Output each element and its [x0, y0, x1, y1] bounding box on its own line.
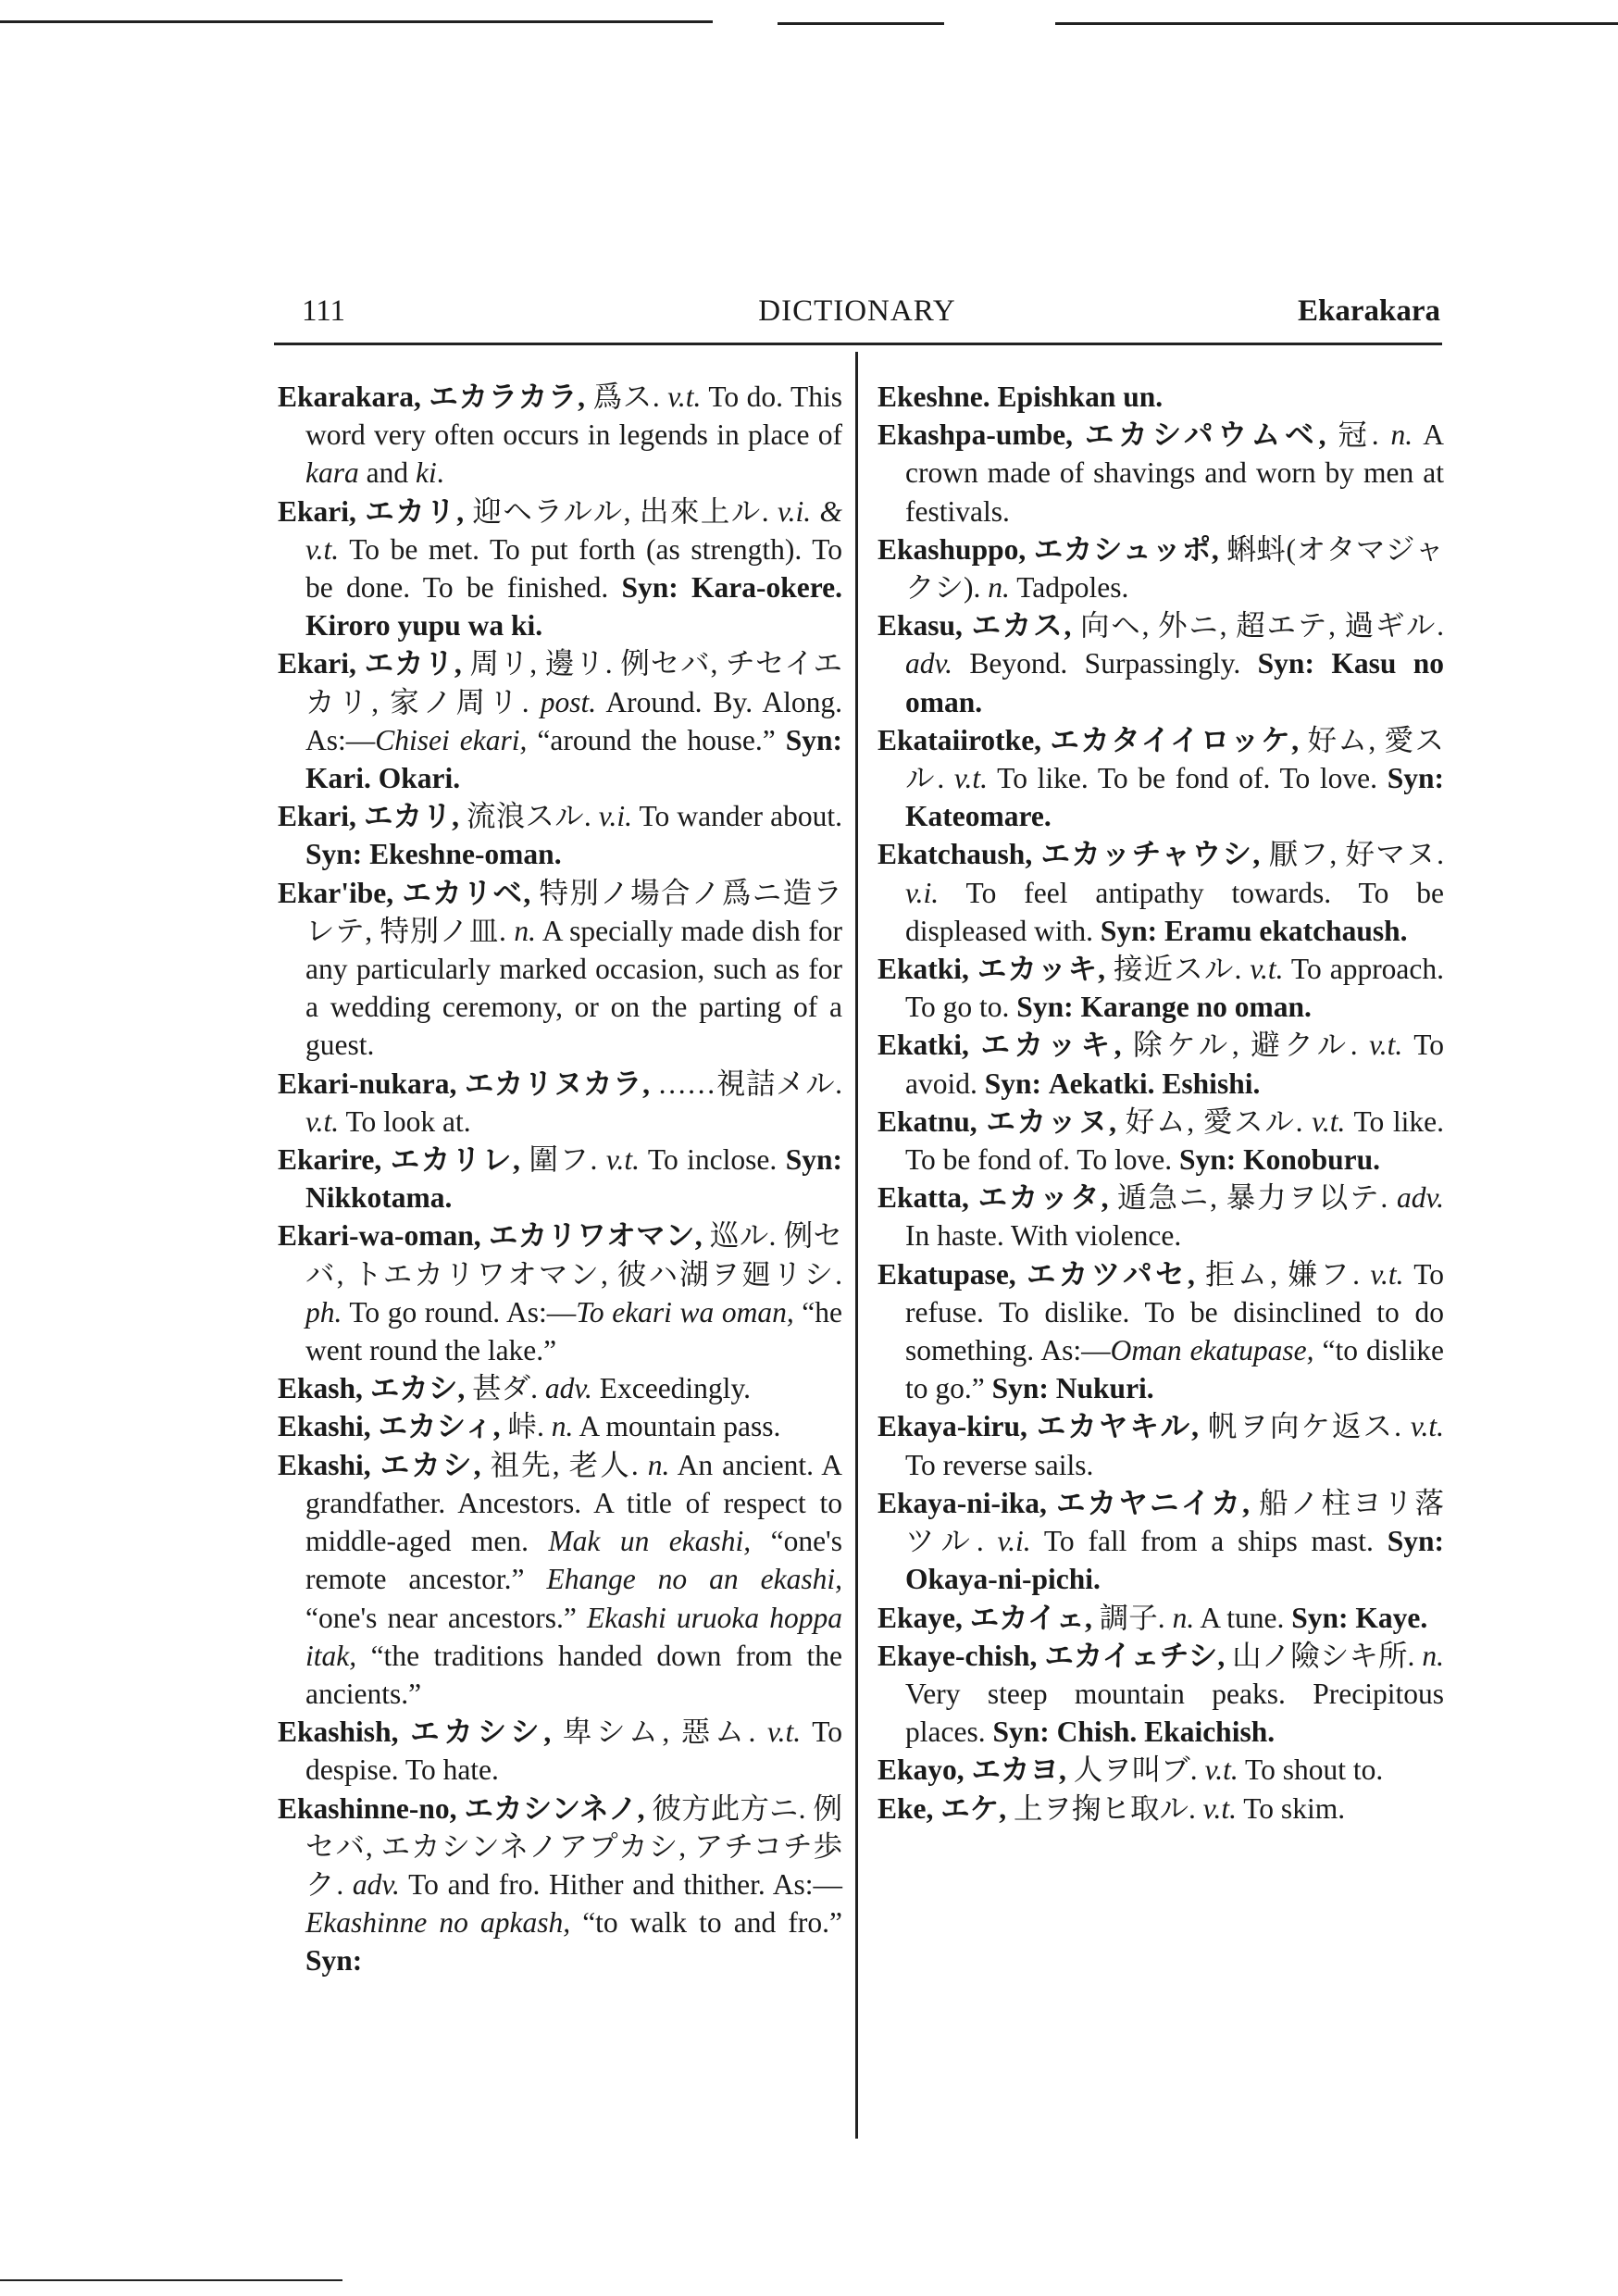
katakana-reading: エカツパセ,	[1026, 1257, 1195, 1291]
japanese-gloss: 厭フ, 好マヌ.	[1268, 838, 1445, 871]
katakana-reading: エカヤニイカ,	[1056, 1486, 1251, 1519]
headword: Ekaye,	[877, 1601, 963, 1634]
synonym-list: Chish. Ekaichish.	[1056, 1716, 1276, 1749]
example-translation: “the traditions handed down from the ancients.”	[305, 1639, 842, 1710]
synonym-list: Ekeshne-oman.	[369, 838, 562, 871]
headword: Ekayo,	[877, 1753, 965, 1787]
definition: To reverse sails.	[905, 1448, 1094, 1481]
katakana-reading: エカッチャウシ,	[1040, 838, 1261, 871]
definition: To skim.	[1243, 1791, 1346, 1825]
japanese-gloss: 祖先, 老人.	[490, 1448, 639, 1481]
definition: A mountain pass.	[579, 1410, 781, 1443]
column-divider	[855, 352, 858, 2139]
headword: Ekashi,	[278, 1448, 371, 1481]
headword: Ekashuppo,	[877, 532, 1027, 566]
japanese-gloss: 巡ル. 例セバ, トエカリワオマン, 彼ハ湖ヲ廻リシ.	[305, 1219, 842, 1291]
definition: Around. By. Along. As:—	[305, 685, 843, 756]
synonym-label: Syn:	[992, 1716, 1050, 1749]
dictionary-entry	[877, 1179, 1444, 1254]
part-of-speech: n.	[551, 1410, 574, 1443]
headword: Ekashi,	[278, 1410, 371, 1443]
part-of-speech: adv.	[544, 1372, 592, 1405]
dictionary-entry	[877, 1637, 1444, 1752]
dictionary-entry	[877, 530, 1444, 606]
synonym-list: Kateomare.	[905, 800, 1052, 833]
scan-edge-line	[0, 20, 713, 23]
definition: To be met. To put forth (as strength). To be done. To be finished.	[305, 532, 843, 605]
synonym-label: Syn:	[1387, 1525, 1444, 1558]
scan-edge-line	[1055, 22, 1618, 25]
part-of-speech: n.	[647, 1448, 670, 1481]
japanese-gloss: 好ム, 愛スル.	[905, 723, 1445, 795]
dictionary-entry	[278, 1407, 842, 1445]
katakana-reading: エカリ,	[364, 647, 462, 680]
headword: Ekeshne. Epishkan un.	[877, 381, 1164, 413]
dictionary-entry	[877, 950, 1444, 1026]
dictionary-entry	[877, 1255, 1444, 1408]
part-of-speech: v.i.	[997, 1525, 1031, 1558]
japanese-gloss: 除ケル, 避クル.	[1133, 1029, 1358, 1062]
synonym-label: Syn:	[1257, 647, 1314, 680]
dictionary-entry	[877, 378, 1444, 416]
dictionary-entry	[877, 721, 1444, 836]
definition: Beyond. Surpassingly.	[969, 647, 1241, 680]
katakana-reading: エカリ,	[365, 494, 465, 528]
definition: To fall from a ships mast.	[1043, 1525, 1374, 1558]
headword: Ekashish,	[278, 1716, 399, 1749]
japanese-gloss: 圍フ.	[529, 1143, 598, 1177]
headword: Ekari-nukara,	[278, 1067, 457, 1100]
synonym-list: Nukuri.	[1055, 1372, 1154, 1405]
part-of-speech: v.t.	[1204, 1753, 1238, 1787]
katakana-reading: エカシシ,	[410, 1716, 552, 1749]
headword: Ekarakara,	[278, 381, 421, 413]
katakana-reading: エカリワオマン,	[488, 1219, 703, 1253]
synonym-label: Syn:	[621, 571, 678, 605]
part-of-speech: v.t.	[1312, 1104, 1346, 1138]
headword: Ekar'ibe,	[278, 876, 394, 909]
synonym-list: Kaye.	[1355, 1601, 1428, 1634]
headword: Ekaya-ni-ika,	[877, 1486, 1047, 1519]
example-ainu: Ehange no an ekashi,	[546, 1563, 842, 1596]
scan-edge-line	[778, 22, 944, 25]
part-of-speech: n.	[514, 914, 536, 947]
definition: To go round. As:—	[349, 1295, 577, 1329]
japanese-gloss: 人ヲ叫ブ.	[1073, 1753, 1198, 1787]
headword: Ekarire,	[278, 1143, 382, 1177]
dictionary-entry	[278, 1446, 842, 1713]
part-of-speech: adv.	[1396, 1181, 1444, 1215]
japanese-gloss: 甚ダ.	[472, 1372, 538, 1405]
example-ainu: Ekashinne no apkash,	[305, 1906, 571, 1940]
italic-term: ki	[415, 456, 437, 490]
dictionary-entry	[278, 644, 842, 797]
japanese-gloss: 向ヘ, 外ニ, 超エテ, 過ギル.	[1080, 609, 1445, 643]
katakana-reading: エカイェチシ,	[1044, 1639, 1226, 1672]
katakana-reading: エカッキ,	[977, 953, 1105, 986]
dictionary-entry	[278, 1369, 842, 1407]
dictionary-entry	[278, 1790, 842, 1980]
header-rule	[274, 343, 1442, 345]
left-column	[278, 378, 842, 1980]
dictionary-entry	[877, 606, 1444, 721]
example-ainu: Mak un ekashi,	[548, 1525, 752, 1558]
synonym-list: Konoburu.	[1243, 1143, 1381, 1177]
part-of-speech: v.t.	[605, 1143, 641, 1177]
definition: To refuse. To dislike. To be disinclined to do something. As:—	[905, 1257, 1445, 1367]
katakana-reading: エカリベ,	[402, 876, 531, 909]
synonym-list: Karange no oman.	[1080, 991, 1312, 1024]
part-of-speech: adv.	[905, 647, 953, 680]
example-translation: “one's remote ancestor.”	[305, 1525, 842, 1596]
japanese-gloss: 周リ, 邊リ. 例セバ, チセイエカリ, 家ノ周リ.	[305, 647, 843, 718]
katakana-reading: エカラカラ,	[429, 381, 586, 413]
part-of-speech: v.t.	[1370, 1257, 1404, 1291]
katakana-reading: エカリレ,	[390, 1143, 520, 1177]
part-of-speech: v.i.	[905, 876, 940, 909]
japanese-gloss: 彼方此方ニ. 例セバ, エカシンネノアプカシ, アチコチ歩ク.	[305, 1791, 843, 1901]
definition: A specially made dish for any particularly marked occasion, such as for a wedding ceremony, or on the parting of a guest.	[305, 914, 843, 1062]
headword: Eke,	[877, 1791, 934, 1825]
part-of-speech: v.t.	[1369, 1029, 1403, 1062]
synonym-list: Kari. Okari.	[305, 762, 461, 795]
japanese-gloss: 拒ム, 嫌フ.	[1205, 1257, 1360, 1291]
katakana-reading: エカッキ,	[980, 1029, 1122, 1062]
dictionary-entry	[877, 416, 1444, 530]
dictionary-entry	[877, 1790, 1444, 1828]
headword: Ekari,	[278, 647, 356, 680]
definition: To look at.	[345, 1104, 471, 1138]
definition: To wander about.	[639, 800, 842, 833]
japanese-gloss: 接近スル.	[1113, 953, 1242, 986]
headword: Ekash,	[278, 1372, 363, 1405]
japanese-gloss: 迎ヘラルル, 出來上ル.	[472, 494, 769, 528]
dictionary-entry	[877, 835, 1444, 950]
definition: To like. To be fond of. To love.	[997, 762, 1378, 795]
part-of-speech: n.	[1172, 1601, 1195, 1634]
synonym-label: Syn:	[984, 1067, 1042, 1100]
part-of-speech: n.	[1422, 1639, 1444, 1672]
katakana-reading: エカリヌカラ,	[464, 1067, 650, 1100]
part-of-speech: v.i.	[598, 800, 632, 833]
japanese-gloss: 特別ノ場合ノ爲ニ造ラレテ, 特別ノ皿.	[305, 876, 842, 947]
synonym-list: Okaya-ni-pichi.	[905, 1563, 1101, 1596]
japanese-gloss: 帆ヲ向ケ返ス.	[1207, 1410, 1401, 1443]
example-translation: “to dislike to go.”	[905, 1334, 1445, 1405]
headword: Ekaya-kiru,	[877, 1410, 1027, 1443]
dictionary-entry	[877, 1103, 1444, 1179]
japanese-gloss: 爲ス.	[592, 381, 660, 413]
part-of-speech: n.	[1390, 418, 1413, 452]
definition: To avoid.	[905, 1029, 1445, 1100]
definition: Tadpoles.	[1016, 571, 1129, 605]
synonym-label: Syn:	[305, 838, 363, 871]
synonym-label: Syn:	[1016, 991, 1074, 1024]
headword: Ekashpa-umbe,	[877, 418, 1073, 452]
definition: A tune.	[1200, 1601, 1285, 1634]
japanese-gloss: ……視詰メル.	[657, 1067, 842, 1100]
example-translation: “to walk to and fro.”	[570, 1906, 842, 1940]
katakana-reading: エケ,	[940, 1791, 1007, 1825]
japanese-gloss: 峠.	[507, 1410, 544, 1443]
headword: Ekasu,	[877, 609, 963, 643]
synonym-label: Syn:	[1291, 1601, 1349, 1634]
synonym-label: Syn:	[1387, 762, 1444, 795]
connective-text: and	[358, 456, 416, 490]
synonym-label: Syn:	[785, 723, 843, 756]
definition: In haste. With violence.	[905, 1219, 1182, 1253]
part-of-speech: v.t.	[305, 1104, 340, 1138]
part-of-speech: v.i. & v.t.	[305, 494, 843, 566]
synonym-list: Aekatki. Eshishi.	[1048, 1067, 1261, 1100]
synonym-label: Syn:	[305, 1944, 363, 1978]
part-of-speech: v.t.	[953, 762, 989, 795]
headword: Ekatupase,	[877, 1257, 1016, 1291]
headword: Ekatki,	[877, 953, 969, 986]
part-of-speech: ph.	[305, 1295, 342, 1329]
japanese-gloss: 上ヲ掬ヒ取ル.	[1014, 1791, 1196, 1825]
synonym-label: Syn:	[1178, 1143, 1237, 1177]
definition: To inclose.	[647, 1143, 778, 1177]
definition: A crown made of shavings and worn by men at festivals.	[905, 418, 1445, 528]
headword: Ekari,	[278, 494, 356, 528]
part-of-speech: v.t.	[766, 1716, 802, 1749]
page-number: 111	[302, 294, 346, 328]
japanese-gloss: 蝌蚪(オタマジャクシ).	[905, 532, 1444, 605]
example-translation: “around the house.”	[527, 723, 776, 756]
katakana-reading: エカス,	[971, 609, 1072, 643]
headword: Ekatta,	[877, 1181, 969, 1215]
dictionary-entry	[278, 797, 842, 873]
scan-edge-line	[0, 2279, 342, 2281]
headword: Ekataiirotke,	[877, 723, 1042, 756]
katakana-reading: エカシンネノ,	[464, 1791, 645, 1825]
dictionary-entry	[877, 1484, 1444, 1599]
headword: Ekashinne-no,	[278, 1791, 457, 1825]
headword: Ekaye-chish,	[877, 1639, 1038, 1672]
example-ainu: To ekari wa oman,	[576, 1295, 794, 1329]
dictionary-entry	[278, 1713, 842, 1789]
example-ainu: Chisei ekari,	[375, 723, 528, 756]
dictionary-entry	[278, 1065, 842, 1141]
katakana-reading: エカシパウムベ,	[1084, 418, 1326, 452]
page-header	[274, 294, 1440, 341]
definition: An ancient. A grandfather. Ancestors. A title of respect to middle-aged men.	[305, 1448, 843, 1558]
definition: To and fro. Hither and thither. As:—	[408, 1867, 842, 1901]
dictionary-entry	[877, 1026, 1444, 1102]
katakana-reading: エカヨ,	[971, 1753, 1066, 1787]
definition: To do. This word very often occurs in legends in place of	[305, 381, 843, 452]
japanese-gloss: 遁急ニ, 暴力ヲ以テ.	[1117, 1181, 1388, 1215]
dictionary-entry	[278, 1217, 842, 1369]
example-ainu: Ekashi uruoka hoppa itak,	[305, 1601, 842, 1672]
headword: Ekatnu,	[877, 1104, 977, 1138]
synonym-label: Syn:	[785, 1143, 842, 1177]
katakana-reading: エカリ,	[363, 800, 459, 833]
dictionary-entry	[877, 1751, 1444, 1789]
dictionary-entry	[278, 1141, 842, 1217]
part-of-speech: v.t.	[667, 381, 702, 413]
part-of-speech: v.t.	[1250, 953, 1284, 986]
part-of-speech: adv.	[352, 1867, 400, 1901]
part-of-speech: post.	[540, 685, 597, 718]
headword: Ekatchaush,	[877, 838, 1033, 871]
synonym-list: Kara-okere. Kiroro yupu wa ki.	[305, 571, 843, 643]
definition: To approach. To go to.	[905, 953, 1445, 1024]
synonym-list: Kasu no oman.	[905, 647, 1445, 718]
guide-word: Ekarakara	[1297, 294, 1440, 328]
headword: Ekari,	[278, 800, 356, 833]
japanese-gloss: 山ノ險シキ所.	[1232, 1639, 1415, 1672]
punctuation: .	[436, 456, 444, 490]
dictionary-entry	[278, 378, 842, 493]
synonym-list: Eramu ekatchaush.	[1164, 914, 1408, 947]
definition: To despise. To hate.	[305, 1716, 843, 1787]
definition: To shout to.	[1245, 1753, 1384, 1787]
japanese-gloss: 好ム, 愛スル.	[1125, 1104, 1303, 1138]
synonym-label: Syn:	[1100, 914, 1158, 947]
running-title: DICTIONARY	[758, 294, 956, 328]
katakana-reading: エカッヌ,	[986, 1104, 1117, 1138]
example-ainu: Oman ekatupase,	[1110, 1334, 1314, 1367]
headword: Ekatki,	[877, 1029, 969, 1062]
definition: To like. To be fond of. To love.	[905, 1104, 1445, 1177]
example-translation: “he went round the lake.”	[305, 1295, 842, 1367]
part-of-speech: n.	[988, 571, 1010, 605]
definition: Exceedingly.	[599, 1372, 752, 1405]
japanese-gloss: 流浪スル.	[467, 800, 591, 833]
japanese-gloss: 船ノ柱ヨリ落ツル.	[905, 1486, 1445, 1558]
katakana-reading: エカシィ,	[378, 1410, 501, 1443]
katakana-reading: エカイェ,	[969, 1601, 1092, 1634]
right-column	[877, 378, 1444, 1828]
japanese-gloss: 調子.	[1099, 1601, 1165, 1634]
dictionary-entry	[278, 493, 842, 645]
katakana-reading: エカシュッポ,	[1033, 532, 1219, 566]
dictionary-entry	[278, 874, 842, 1065]
example-translation: “one's near ancestors.”	[305, 1601, 588, 1634]
definition: To feel antipathy towards. To be displeased with.	[905, 876, 1444, 947]
dictionary-entry	[877, 1599, 1444, 1637]
katakana-reading: エカヤキル,	[1036, 1410, 1200, 1443]
japanese-gloss: 卑シム, 惡ム.	[562, 1716, 756, 1749]
italic-term: kara	[305, 456, 359, 490]
katakana-reading: エカシ,	[380, 1448, 481, 1481]
definition: Very steep mountain peaks. Precipitous places.	[905, 1677, 1444, 1749]
part-of-speech: v.t.	[1410, 1410, 1445, 1443]
synonym-list: Nikkotama.	[305, 1181, 453, 1215]
katakana-reading: エカッタ,	[977, 1181, 1109, 1215]
synonym-label: Syn:	[991, 1372, 1049, 1405]
dictionary-entry	[877, 1407, 1444, 1483]
katakana-reading: エカシ,	[369, 1372, 466, 1405]
headword: Ekari-wa-oman,	[278, 1219, 481, 1253]
katakana-reading: エカタイイロッケ,	[1050, 723, 1300, 756]
part-of-speech: v.t.	[1202, 1791, 1237, 1825]
japanese-gloss: 冠.	[1338, 418, 1379, 452]
